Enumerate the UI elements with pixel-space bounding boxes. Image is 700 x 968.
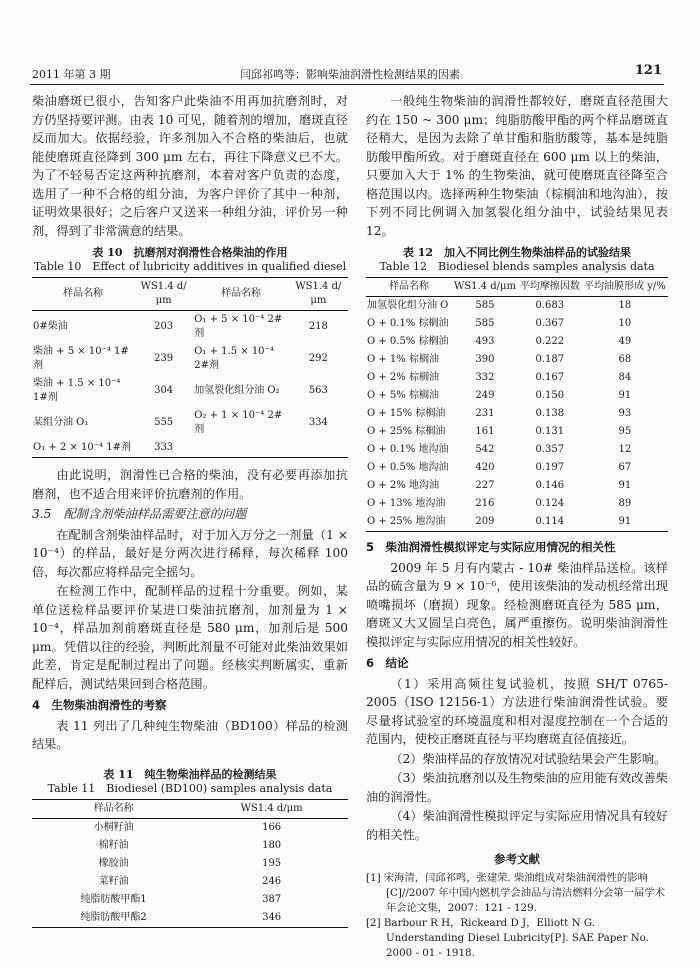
table-cell: 0.367 [535,318,565,329]
table-cell [289,439,348,458]
table-cell: 585 [475,300,495,311]
table-cell: O₁ + 2 × 10⁻⁴ 1#剂 [32,439,134,458]
table-cell: 292 [308,353,328,364]
table-cell: 180 [262,839,282,851]
table-row [366,387,668,405]
paragraph: 柴油磨斑已很小，告知客户此柴油不用再加抗磨剂时，对方仍坚持要评测。由表 10 可见，随着剂的增加，磨斑直径反而加大。依据经验，许多剂加入不合格的柴油后，也就能使磨斑直径降到 300 μm 左右，再往下降意义已不大。为了不轻易否定这两种抗磨剂，本着对客户负责的态度，选用了一种不合格的组分油，为客户评价了其中一种剂，证明效果很好；之后客户又送来一种组分油，评价另一种剂，得到了非常满意的结果。 [32,94,348,238]
right-column [366,92,668,961]
table-cell: 84 [618,372,632,383]
table-row [366,477,668,495]
conclusion-item: （3）柴油抗磨剂以及生物柴油的应用能有效改善柴油的润滑性。 [366,771,668,804]
table10-body [32,311,348,458]
table-header: 样品名称 [32,799,195,818]
table-cell: 12 [618,444,632,455]
table-cell: 0.146 [535,480,565,491]
table-cell: O₂ + 1 × 10⁻⁴ 2#剂 [194,410,283,435]
table-cell: O + 2% 地沟油 [367,480,439,491]
table-row [366,315,668,333]
table-cell: 420 [475,462,495,473]
table-row [32,343,348,375]
table-cell: O + 0.5% 地沟油 [367,462,449,473]
section-heading-4: 4 生物柴油润滑性的考察 [32,698,167,712]
table-cell: 333 [134,439,193,458]
table-cell: O₁ + 5 × 10⁻⁴ 2#剂 [194,314,283,339]
table-cell: 332 [475,372,495,383]
table-cell: O + 15% 棕榈油 [367,408,446,419]
table-header: 平均摩擦因数 [518,278,582,297]
paragraph: 由此说明，润滑性已合格的柴油，没有必要再添加抗磨剂，也不适合用来评价抗磨剂的作用。 [32,468,348,501]
table-row [32,818,348,837]
references-title: 参考文献 [494,852,540,866]
table-row [32,439,348,458]
table-cell: 某组分油 O₁ [33,417,89,428]
table-cell: 161 [475,426,495,437]
left-column [32,92,348,928]
table-row [366,495,668,513]
table-header: WS1.4 d/μm [452,278,518,297]
table-cell: 菜籽油 [98,875,129,887]
table-cell: 0.138 [535,408,565,419]
table-cell: 493 [475,336,495,347]
table-cell: 304 [154,385,174,396]
paragraph: 表 11 列出了几种纯生物柴油（BD100）样品的检测结果。 [32,718,348,751]
table-cell: 67 [618,462,632,473]
table-cell: 390 [475,354,495,365]
table-cell: 10 [618,318,632,329]
table-cell: O + 5% 棕榈油 [367,390,439,401]
table-cell: 387 [262,893,282,905]
table-row [366,333,668,351]
table-10 [32,277,348,458]
table-cell: 93 [618,408,632,419]
table-row [32,855,348,873]
table-cell: 0.167 [535,372,565,383]
table-cell: 89 [618,498,632,509]
table-cell: 203 [154,321,174,332]
table-cell: 橡胶油 [98,857,129,869]
table-cell: 249 [475,390,495,401]
table-row [32,311,348,344]
section-heading-5: 5 柴油润滑性模拟评定与实际应用情况的相关性 [366,540,616,554]
table-header: WS1.4 d/μm [134,278,193,311]
conclusion-item: （2）柴油样品的存放情况对试验结果会产生影响。 [390,751,667,766]
table11-caption: 表 11 纯生物柴油样品的检测结果 Table 11 Biodiesel (BD100) samples analysis data [47,767,333,795]
table11-body [32,818,348,927]
header-running-title: 闫邱祁鸣等：影响柴油润滑性检测结果的因素 [240,68,460,81]
table-cell: 91 [618,480,632,491]
paragraph: 在检测工作中，配制样品的过程十分重要。例如，某单位送检样品要评价某进口柴油抗磨剂，加剂量为 1 × 10⁻⁴，样品加剂前磨斑直径是 580 μm，加剂后是 500 μm。凭借以往的经验，判断此剂量不可能对此柴油效果如此差，肯定是配制过程出了问题。经核实判断属实，重新配样后，测试结果回到合格范围。 [32,584,348,691]
table-cell: 0.683 [535,300,565,311]
table-row [366,513,668,532]
table-cell: 加氢裂化组分油 O [367,300,449,311]
table-cell: 346 [195,909,348,928]
table-cell: 0.222 [535,336,565,347]
table-cell: 柴油 + 5 × 10⁻⁴ 1#剂 [33,346,129,371]
table-cell: 563 [308,385,328,396]
table-cell: 227 [475,480,495,491]
table-row [366,369,668,387]
table-cell: 195 [262,857,282,869]
table-header: WS1.4 d/μm [289,278,348,311]
table-cell [193,439,289,458]
table-cell: 209 [452,513,518,532]
table-cell: O₁ + 1.5 × 10⁻⁴ 2#剂 [194,346,274,371]
table-cell: 585 [475,318,495,329]
table-cell: 0.114 [518,513,582,532]
table-cell: O + 0.1% 棕榈油 [367,318,449,329]
table-cell: 218 [308,321,328,332]
table-cell: 216 [475,498,495,509]
table-row [366,351,668,369]
section-heading-6: 6 结论 [366,656,409,670]
table-cell: 239 [154,353,174,364]
table-row [32,909,348,928]
table-cell: 91 [582,513,668,532]
header-rule [30,84,664,85]
table-cell: 334 [308,417,328,428]
table-row [32,873,348,891]
table-cell: O + 25% 棕榈油 [367,426,446,437]
table-cell: 0#柴油 [33,321,68,332]
table-header: 样品名称 [366,278,452,297]
table-header: 样品名称 [193,278,289,311]
table-cell: 纯脂肪酸甲酯1 [80,893,147,905]
table-cell: 49 [618,336,632,347]
table-cell: 0.357 [535,444,565,455]
section-heading-3-5: 3.5 配制含剂柴油样品需要注意的问题 [32,507,247,521]
table-cell: O + 13% 地沟油 [367,498,446,509]
table-cell: 246 [262,875,282,887]
paragraph: 一般纯生物柴油的润滑性都较好，磨斑直径范围大约在 150 ~ 300 μm；纯脂肪酸甲酯的两个样品磨斑直径稍大，是因为去除了单甘酯和脂肪酸等，基本是纯脂肪酸甲酯所致。对于磨斑直径在 600 μm 以上的柴油，只要加入大于 1% 的生物柴油，就可使磨斑直径降至合格范围以内。选择两种生物柴油（棕榈油和地沟油），按下列不同比例调入加氢裂化组分油中，试验结果见表 12。 [366,94,668,238]
table-cell: 68 [618,354,632,365]
conclusion-item: （1）采用高频往复试验机，按照 SH/T 0765-2005（ISO 12156-1）方法进行柴油润滑性试验。要尽量将试验室的环境温度和相对湿度控制在一个合适的范围内，使校正磨斑直径与平均磨斑直径值接近。 [366,676,668,746]
table-cell: 柴油 + 1.5 × 10⁻⁴ 1#剂 [33,378,121,403]
table-cell: 0.197 [535,462,565,473]
table-cell: 0.150 [535,390,565,401]
table-row [32,837,348,855]
table-row [366,459,668,477]
table-11 [32,799,348,928]
table-row [366,405,668,423]
table-cell: 加氢裂化组分油 O₂ [194,385,280,396]
table12-caption: 表 12 加入不同比例生物柴油样品的试验结果 Table 12 Biodiesel blends samples analysis data [379,246,655,273]
table-cell: O + 1% 棕榈油 [367,354,439,365]
table-header: 样品名称 [32,278,134,311]
table-cell: 542 [475,444,495,455]
table-cell: 0.124 [535,498,565,509]
table-cell: 555 [154,417,174,428]
table-header: WS1.4 d/μm [195,799,348,818]
table-cell: O + 0.1% 地沟油 [367,444,449,455]
paragraph: 2009 年 5 月有内蒙古 - 10# 柴油样品送检。该样品的硫含量为 9 × 10⁻⁶，使用该柴油的发动机经常出现喷嘴损坏（磨损）现象。经检测磨斑直径为 585 μm，磨斑又大又圆呈白亮色，属严重擦伤。说明柴油润滑性模拟评定与实际应用情况的相关性较好。 [366,560,668,649]
paragraph: 在配制含剂柴油样品时，对于加入万分之一剂量（1 × 10⁻⁴）的样品，最好是分两次进行稀释，每次稀释 100 倍，每次都应将样品完全摇匀。 [32,527,348,579]
table-cell: O + 0.5% 棕榈油 [367,336,449,347]
table-row [366,423,668,441]
table-row [32,375,348,407]
table-cell: 166 [262,821,282,833]
table10-caption: 表 10 抗磨剂对润滑性合格柴油的作用 Table 10 Effect of lubricity additives in qualified diesel [33,246,347,273]
table-cell: 95 [618,426,632,437]
table-row [366,441,668,459]
table-cell: 231 [475,408,495,419]
reference-item: [2] Barbour R H，Rickeard D J，Elliott N G. Understanding Diesel Lubricity[P]. SAE Paper No. 2000 - 01 - 1918. [366,916,649,959]
table-cell: 91 [618,390,632,401]
table-cell: O + 25% 地沟油 [366,513,452,532]
table-cell: 0.131 [535,426,565,437]
table-header: 平均油膜形成 y/% [582,278,668,297]
table12-body [366,297,668,532]
page-number: 121 [634,63,662,78]
table-cell: 纯脂肪酸甲酯2 [32,909,195,928]
table-cell: 棉籽油 [98,839,129,851]
table-row [32,407,348,439]
header-issue: 2011 年第 3 期 [32,68,111,81]
reference-item: [1] 宋海清，闫邱祁鸣，张建荣. 柴油组成对柴油润滑性的影响[C]//2007 年中国内燃机学会油品与清洁燃料分会第一届学术年会论文集，2007：121 - 129. [366,871,665,914]
table-cell: 小桐籽油 [93,821,134,833]
table-row [32,891,348,909]
table-row [366,297,668,316]
table-cell: 0.187 [535,354,565,365]
table-cell: 18 [618,300,632,311]
table-cell: O + 2% 棕榈油 [367,372,439,383]
conclusion-item: （4）柴油润滑性模拟评定与实际应用情况具有较好的相关性。 [366,809,668,842]
table-12 [366,277,668,532]
